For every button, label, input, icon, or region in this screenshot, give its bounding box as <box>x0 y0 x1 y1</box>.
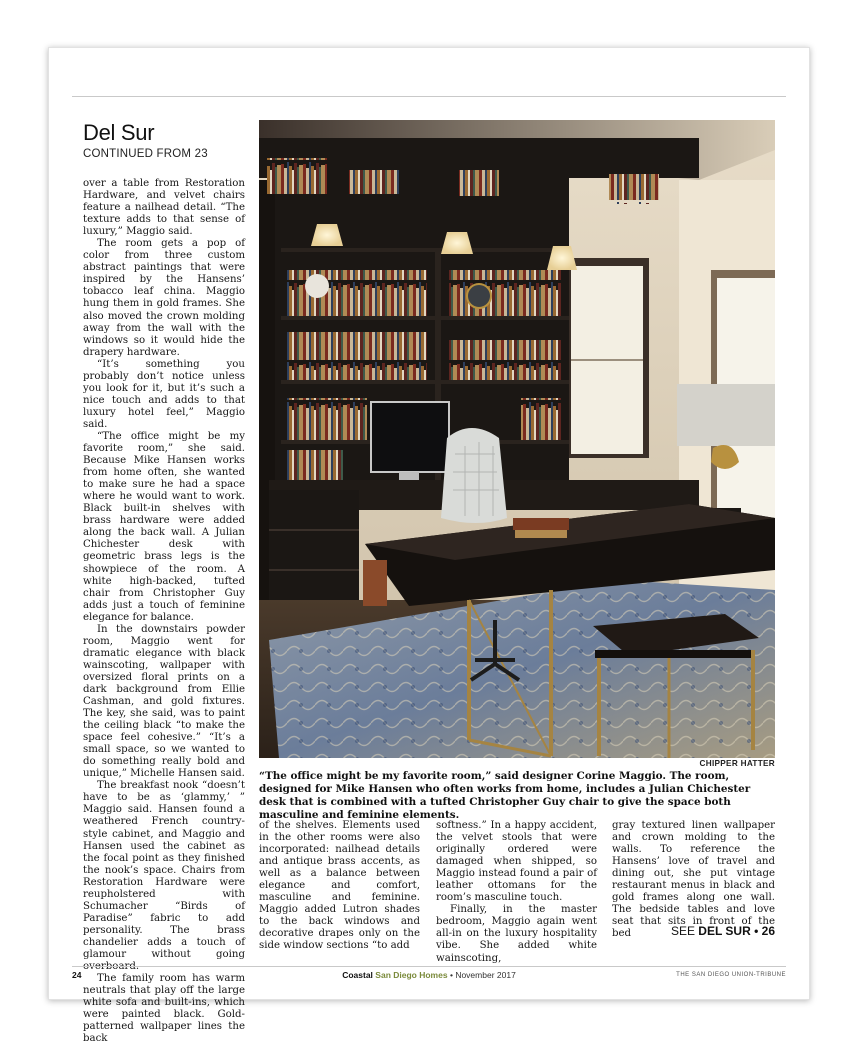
bottom-rule <box>72 966 786 967</box>
paragraph: The room gets a pop of color from three custom abstract paintings that were inspired by the Hansens’ tobacco leaf china. Maggio hung them in gold frames. She also moved the crown molding away from the wall with the windows so it would hide the drapery hardware. <box>83 238 245 358</box>
office-photo <box>259 120 775 758</box>
photo-credit: CHIPPER HATTER <box>699 759 775 768</box>
see-title: DEL SUR <box>698 924 751 938</box>
publisher-name: THE SAN DIEGO UNION-TRIBUNE <box>676 972 786 978</box>
top-rule <box>72 96 786 97</box>
magazine-subname: San Diego Homes <box>375 970 448 980</box>
magazine-page <box>48 47 810 1045</box>
see-jump-link[interactable] <box>671 924 775 938</box>
paragraph: softness.” In a happy accident, the velvet stools that were originally ordered were damaged when shipped, so Maggio instead found a pair of leather ottomans for the room’s masculine touch. <box>436 820 597 904</box>
paragraph: gray textured linen wallpaper and crown molding to the walls. To reference the Hansens’ love of travel and dining out, she put vintage restaurant menus in black and gold frames along one wall. The bedside tables and love seat that sits in front of the bed <box>612 820 775 940</box>
paragraph: over a table from Restoration Hardware, and velvet chairs feature a nailhead detail. “The texture adds to that sense of luxury,” Maggio said. <box>83 178 245 238</box>
paragraph: of the shelves. Elements used in the other rooms were also incorporated: nailhead details and antique brass accents, as well as a balance between elegance and comfort, masculine and feminine. Maggio added Lutron shades to the back windows and decorative drapes only on the side window sections “to add <box>259 820 420 952</box>
see-page-number: 26 <box>761 924 775 938</box>
photo-caption: “The office might be my favorite room,” said designer Corine Maggio. The room, designed for Mike Hansen who often works from home, includes a Julian Chichester desk that is combined with a tufted Christopher Guy chair to give the space both masculine and feminine elements. <box>259 770 751 821</box>
section-title: Del Sur <box>83 120 155 145</box>
paragraph: The family room has warm neutrals that play off the large white sofa and built-ins, which were painted black. Gold-patterned wallpaper lines the back <box>83 973 245 1045</box>
paragraph: “The office might be my favorite room,” she said. Because Mike Hansen works from home often, she wanted to make sure he had a space where he would want to work. Black built-in shelves with brass hardware were added along the back wall. A Julian Chichester desk with geometric brass legs is the showpiece of the room. A white high-backed, tufted chair from Christopher Guy adds just a touch of feminine elegance for balance. <box>83 430 245 623</box>
article-column-1 <box>83 178 245 1045</box>
see-prefix: SEE <box>670 924 695 938</box>
footer-separator: • <box>449 970 453 980</box>
article-column-2 <box>259 820 420 952</box>
paragraph: Finally, in the master bedroom, Maggio again went all-in on the luxury hospitality vibe. She added white wainscoting, <box>436 904 597 964</box>
see-separator: • <box>754 924 759 938</box>
paragraph: “It’s something you probably don’t notice unless you look for it, but it’s such a nice touch and adds to that luxury hotel feel,” Maggio said. <box>83 358 245 430</box>
page-number: 24 <box>72 970 82 980</box>
paragraph: The breakfast nook “doesn’t have to be as ‘glammy,’ ” Maggio said. Hansen found a weathered French country-style cabinet, and Maggio and Hansen used the cabinet as the focal point as they finished the nook’s space. Chairs from Restoration Hardware were reupholstered with Schumacher “Birds of Paradise” fabric to add personality. The brass chandelier adds a touch of glamour without going <box>83 780 245 960</box>
article-column-3 <box>436 820 597 964</box>
magazine-name: Coastal <box>342 970 373 980</box>
issue-date: November 2017 <box>455 970 516 980</box>
paragraph: In the downstairs powder room, Maggio went for dramatic elegance with black wainscoting, wallpaper with oversized floral prints on a dark background from Ellie Cashman, and gold fixtures. The key, she said, was to paint the ceiling black “to make the space feel cohesive.” “It’s a small space, so we wanted to do something really bold and unique,” Michelle Hansen said. <box>83 623 245 780</box>
continued-from-label: CONTINUED FROM 23 <box>83 148 208 160</box>
